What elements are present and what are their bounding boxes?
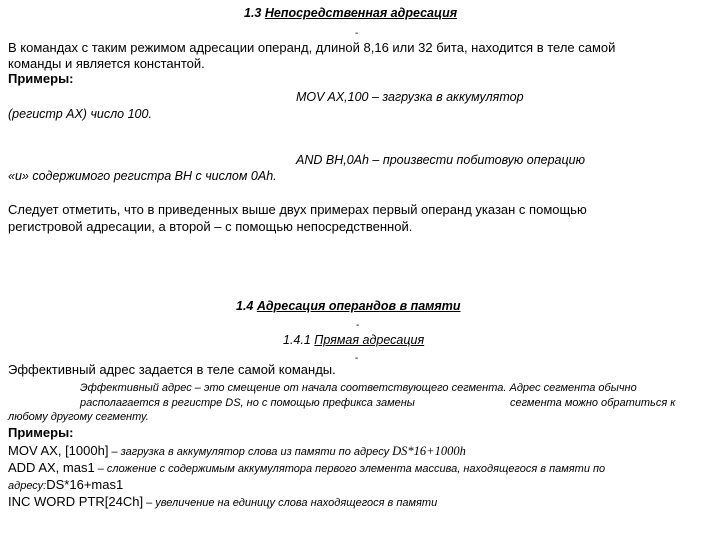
example-code: MOV AX, [1000h] bbox=[8, 443, 109, 458]
example-code: ADD AX, mas1 bbox=[8, 460, 95, 475]
intro-line-2: команды и является константой. bbox=[8, 56, 205, 71]
section-title: Непосредственная адресация bbox=[264, 6, 458, 20]
section-number: 1.4 bbox=[236, 299, 254, 313]
example-code: INC WORD PTR[24Ch] bbox=[8, 494, 144, 509]
heading-dot: - bbox=[356, 320, 360, 331]
example-address: DS*16+1000h bbox=[392, 444, 466, 458]
section-1-3-heading bbox=[244, 6, 457, 20]
section-1-4-heading bbox=[236, 299, 461, 313]
subsection-dot: - bbox=[355, 353, 359, 364]
effective-address-line: Эффективный адрес задается в теле самой команды. bbox=[8, 362, 336, 377]
note-line-1: Следует отметить, что в приведенных выше двух примерах первый операнд указан с помощью bbox=[8, 202, 587, 217]
example-description: – сложение с содержимым аккумулятора первого элемента массива, находящегося в памяти по bbox=[94, 463, 606, 475]
note-line-2: регистровой адресации, а второй – с помощью непосредственной. bbox=[8, 219, 413, 234]
heading-dot: - bbox=[355, 28, 359, 39]
direct-example-2-continuation bbox=[8, 476, 123, 494]
subsection-heading bbox=[283, 333, 424, 347]
examples-label: Примеры: bbox=[8, 71, 74, 86]
direct-example-1 bbox=[8, 442, 466, 460]
footnote-line-2b: сегмента можно обратиться к bbox=[510, 397, 676, 409]
intro-line-1: В командах с таким режимом адресации операнд, длиной 8,16 или 32 бита, находится в теле самой bbox=[8, 40, 616, 55]
footnote-line-1: Эффективный адрес – это смещение от начала соответствующего сегмента. Адрес сегмента обычно bbox=[80, 382, 637, 394]
direct-example-3 bbox=[8, 493, 437, 511]
subsection-title: Прямая адресация bbox=[314, 333, 425, 347]
footnote-line-2a: располагается в регистре DS, но с помощью префикса замены bbox=[80, 397, 415, 409]
section-number: 1.3 bbox=[244, 6, 262, 20]
address-label: адресу: bbox=[8, 480, 47, 492]
example-description: – загрузка в аккумулятор слова из памяти по адресу bbox=[108, 446, 393, 458]
examples-label-2: Примеры: bbox=[8, 425, 74, 440]
example-1-continuation: (регистр AX) число 100. bbox=[8, 107, 152, 121]
direct-example-2 bbox=[8, 459, 605, 477]
subsection-number: 1.4.1 bbox=[283, 333, 311, 347]
example-2-continuation: «и» содержимого регистра BH с числом 0Ah. bbox=[8, 169, 277, 183]
section-title: Адресация операндов в памяти bbox=[256, 299, 461, 313]
example-address: DS*16+mas1 bbox=[46, 477, 124, 492]
example-description: – увеличение на единицу слова находящегося в памяти bbox=[143, 497, 438, 509]
example-1-main: MOV AX,100 – загрузка в аккумулятор bbox=[296, 90, 524, 104]
footnote-line-3: любому другому сегменту. bbox=[8, 411, 149, 423]
example-2-main: AND BH,0Ah – произвести побитовую операцию bbox=[296, 153, 585, 167]
